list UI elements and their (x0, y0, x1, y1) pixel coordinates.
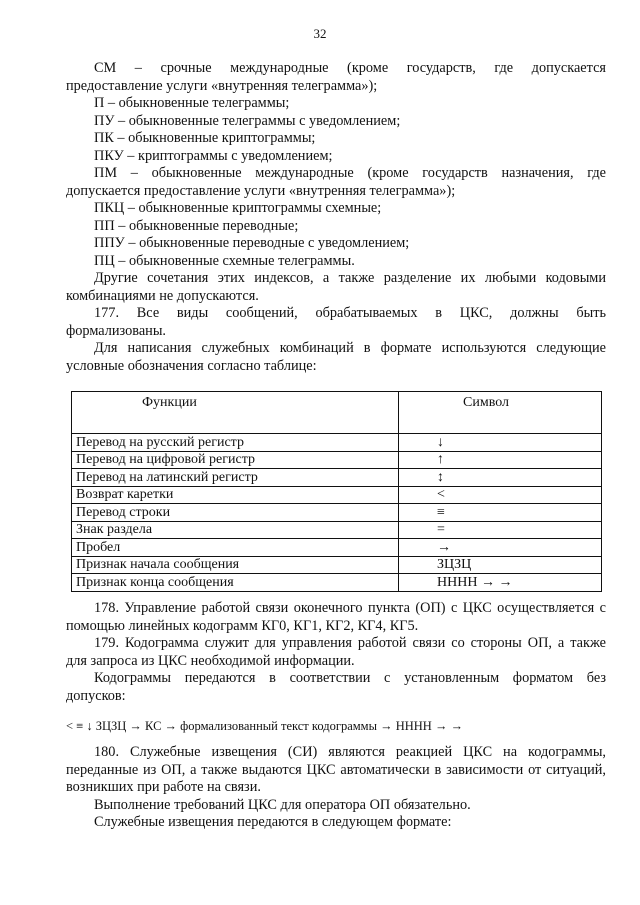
symbol-cell: → (399, 539, 602, 557)
function-cell: Признак конца сообщения (72, 574, 399, 592)
codogram-format-formula: < ≡ ↓ ЗЦЗЦ → КС → формализованный текст кодограммы → НННН → → (66, 719, 464, 733)
text-line: допускается предоставление услуги «внутренняя телеграмма»); (66, 182, 456, 199)
symbol-cell: < (399, 486, 602, 504)
table-row (72, 539, 602, 557)
symbol-cell: НННН → → (399, 574, 602, 592)
symbols-table (71, 391, 602, 592)
text-line: Выполнение требований ЦКС для оператора ОП обязательно. (94, 796, 471, 813)
symbol-cell: ≡ (399, 504, 602, 522)
symbol-cell: = (399, 521, 602, 539)
table-row (72, 451, 602, 469)
text-line: ПКЦ – обыкновенные криптограммы схемные; (94, 200, 382, 216)
table-row (72, 521, 602, 539)
text-line: ПМ – обыкновенные международные (кроме государств назначения, где (94, 165, 606, 181)
table-row (72, 556, 602, 574)
text-line: предоставление услуги «внутренняя телеграмма»); (66, 77, 378, 94)
text-line: переданные из ОП, а также выдаются ЦКС автоматически в зависимости от ситуаций, (66, 761, 606, 778)
table-row (72, 486, 602, 504)
symbol-cell: ↕ (399, 469, 602, 487)
function-cell: Признак начала сообщения (72, 556, 399, 574)
symbol-cell: ↑ (399, 451, 602, 469)
text-line: СМ – срочные международные (кроме государств, где допускается (94, 60, 606, 76)
text-line: 180. Служебные извещения (СИ) являются реакцией ЦКС на кодограммы, (94, 744, 606, 760)
function-cell: Перевод на русский регистр (72, 434, 399, 452)
text-line: Служебные извещения передаются в следующем формате: (94, 814, 452, 830)
text-line: ПУ – обыкновенные телеграммы с уведомлением; (94, 112, 401, 129)
text-line: 178. Управление работой связи оконечного пункта (ОП) с ЦКС осуществляется с (94, 600, 606, 616)
text-line: ПКУ – криптограммы с уведомлением; (94, 147, 333, 164)
text-line: П – обыкновенные телеграммы; (94, 95, 290, 111)
text-line: ПК – обыкновенные криптограммы; (94, 130, 316, 146)
text-line: ПП – обыкновенные переводные; (94, 217, 299, 234)
text-line: Другие сочетания этих индексов, а также разделение их любыми кодовыми (94, 270, 606, 286)
text-line: комбинациями не допускаются. (66, 287, 259, 304)
function-cell: Перевод на латинский регистр (72, 469, 399, 487)
page-number: 32 (313, 26, 327, 41)
text-line: 177. Все виды сообщений, обрабатываемых в ЦКС, должны быть (94, 305, 606, 321)
text-line: ПЦ – обыкновенные схемные телеграммы. (94, 252, 355, 269)
function-cell: Возврат каретки (72, 486, 399, 504)
text-line: помощью линейных кодограмм КГ0, КГ1, КГ2, КГ4, КГ5. (66, 617, 419, 634)
symbol-cell: ↓ (399, 434, 602, 452)
function-cell: Знак раздела (72, 521, 399, 539)
table-row (72, 574, 602, 592)
column-header-symbol: Символ (399, 392, 602, 434)
text-line: ППУ – обыкновенные переводные с уведомлением; (94, 235, 410, 251)
text-line: формализованы. (66, 322, 167, 339)
table-row (72, 434, 602, 452)
text-line: Для написания служебных комбинаций в формате используются следующие (94, 340, 606, 356)
text-line: 179. Кодограмма служит для управления работой связи со стороны ОП, а также (94, 635, 606, 651)
function-cell: Перевод на цифровой регистр (72, 451, 399, 469)
text-line: допусков: (66, 687, 126, 704)
table-row (72, 504, 602, 522)
table-row (72, 469, 602, 487)
column-header-functions: Функции (72, 392, 399, 434)
text-line: возникших при работе на связи. (66, 779, 261, 795)
text-line: условные обозначения согласно таблице: (66, 357, 317, 374)
symbol-cell: ЗЦЗЦ (399, 556, 602, 574)
table-header-row (72, 392, 602, 434)
function-cell: Пробел (72, 539, 399, 557)
function-cell: Перевод строки (72, 504, 399, 522)
text-line: для запроса из ЦКС необходимой информации. (66, 652, 355, 669)
text-line: Кодограммы передаются в соответствии с установленным форматом без (94, 670, 606, 686)
